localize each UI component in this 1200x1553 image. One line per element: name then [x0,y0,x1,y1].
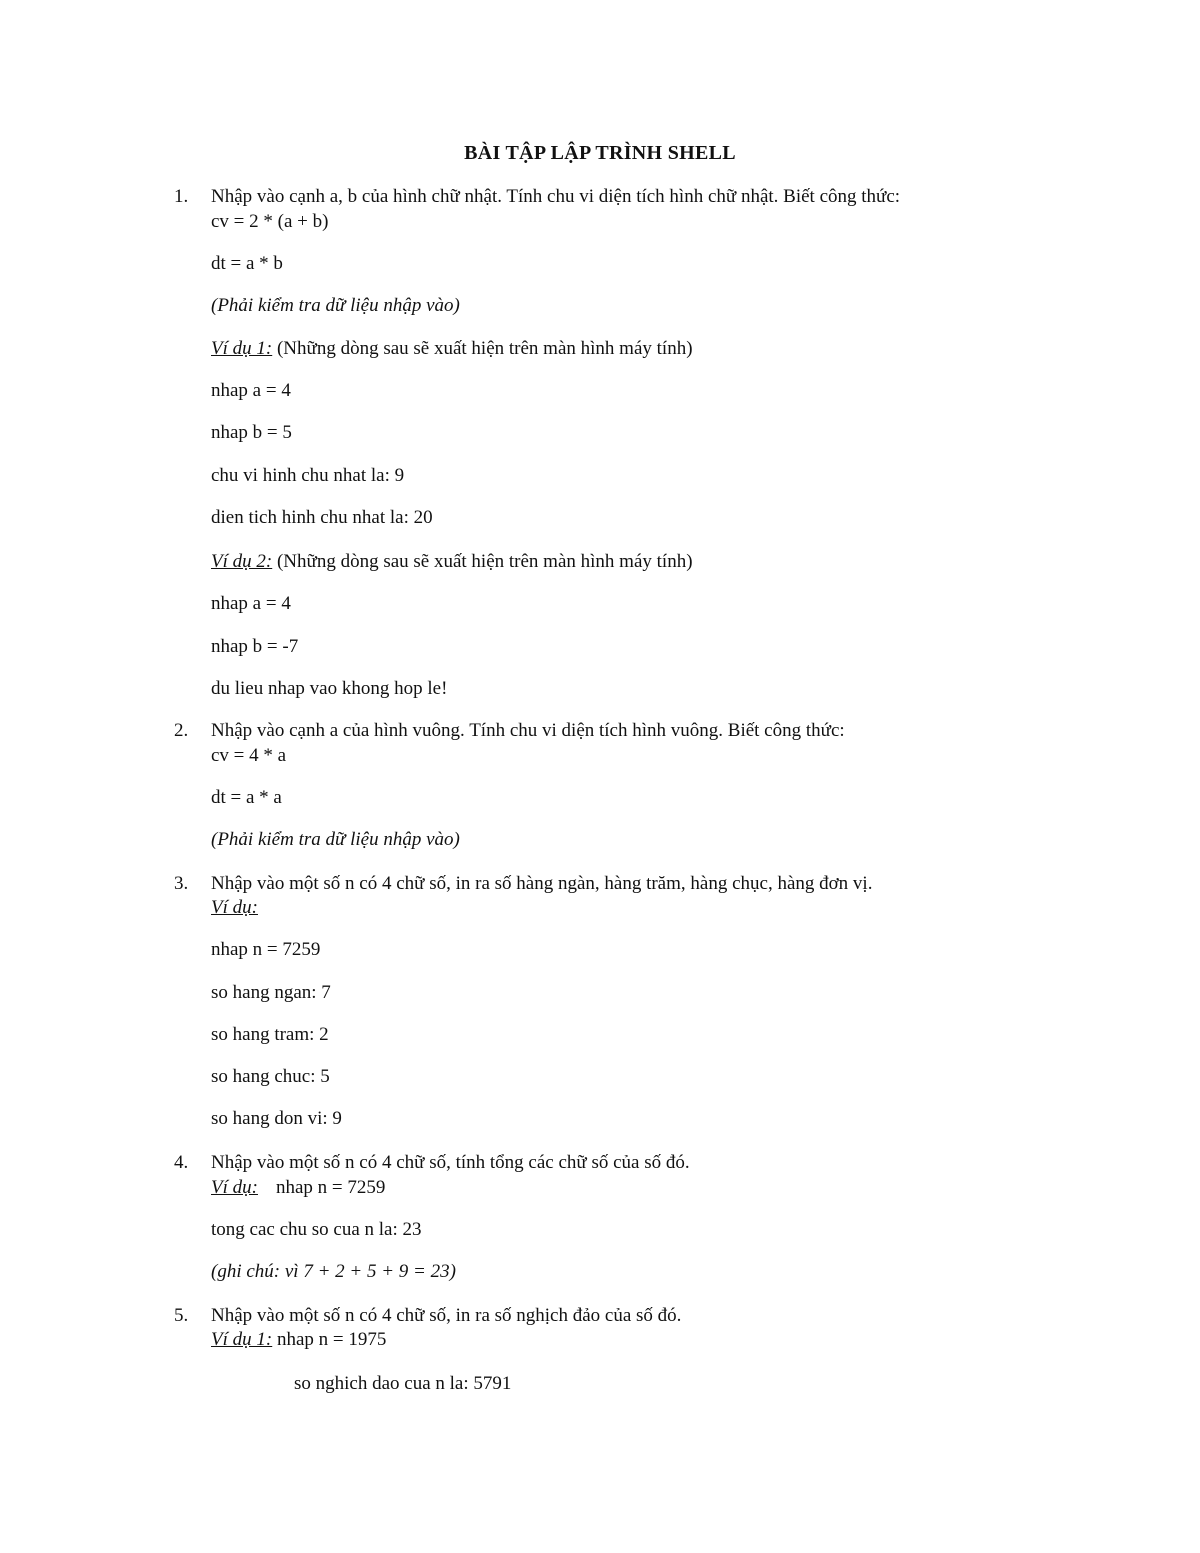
exercise-5-example-header [211,1328,386,1352]
exercise-1-formula-area: dt = a * b [211,253,283,274]
exercise-4-example-label: Ví dụ: [211,1177,258,1198]
exercise-1-prompt: Nhập vào cạnh a, b của hình chữ nhật. Tính chu vi diện tích hình chữ nhật. Biết công thức: [211,186,901,207]
exercise-4-example-inline: nhap n = 7259 [275,1177,386,1198]
exercise-1-example-2-header [211,550,693,574]
exercise-5-example-line: so nghich dao cua n la: 5791 [294,1373,512,1394]
exercise-4-prompt: Nhập vào một số n có 4 chữ số, tính tổng các chữ số của số đó. [211,1152,690,1173]
exercise-5-prompt: Nhập vào một số n có 4 chữ số, in ra số nghịch đảo của số đó. [211,1305,682,1326]
exercise-1-example-1-line: dien tich hinh chu nhat la: 20 [211,507,433,528]
exercise-2-formula-area: dt = a * a [211,787,282,808]
exercise-1-example-1-line: chu vi hinh chu nhat la: 9 [211,465,405,486]
exercise-1-formula-perimeter: cv = 2 * (a + b) [211,211,329,232]
exercise-1-note: (Phải kiểm tra dữ liệu nhập vào) [211,295,460,316]
exercise-4-example-line: tong cac chu so cua n la: 23 [211,1219,422,1240]
exercise-1-example-1-desc: (Những dòng sau sẽ xuất hiện trên màn hình máy tính) [272,338,693,359]
exercise-3-example-line: so hang ngan: 7 [211,982,331,1003]
exercise-4-number: 4. [174,1152,189,1173]
exercise-3-example-header [211,896,258,920]
exercise-1-example-1-header [211,337,693,361]
exercise-3-prompt: Nhập vào một số n có 4 chữ số, in ra số hàng ngàn, hàng trăm, hàng chục, hàng đơn vị. [211,873,873,894]
exercise-1-example-2-line: nhap a = 4 [211,593,291,614]
exercise-2-formula-perimeter: cv = 4 * a [211,745,287,766]
exercise-1-example-1-line: nhap a = 4 [211,380,291,401]
exercise-3-example-line: nhap n = 7259 [211,939,321,960]
exercise-2-number: 2. [174,720,189,741]
exercise-4-note: (ghi chú: vì 7 + 2 + 5 + 9 = 23) [211,1261,456,1282]
exercise-1-example-2-line: du lieu nhap vao khong hop le! [211,678,448,699]
exercise-2-prompt: Nhập vào cạnh a của hình vuông. Tính chu vi diện tích hình vuông. Biết công thức: [211,720,845,741]
exercise-5-example-label: Ví dụ 1: [211,1329,273,1350]
exercise-3-example-label: Ví dụ: [211,897,258,918]
exercise-4-example-header [211,1176,385,1200]
exercise-1-example-2-line: nhap b = -7 [211,636,299,657]
exercise-1-example-1-label: Ví dụ 1: [211,338,273,359]
exercise-3-example-line: so hang chuc: 5 [211,1066,330,1087]
exercise-2-note: (Phải kiểm tra dữ liệu nhập vào) [211,829,460,850]
exercise-5-example-inline: nhap n = 1975 [272,1329,387,1350]
exercise-1-example-2-label: Ví dụ 2: [211,551,273,572]
exercise-5-number: 5. [174,1305,189,1326]
document-title: BÀI TẬP LẬP TRÌNH SHELL [464,142,736,164]
exercise-1-number: 1. [174,186,189,207]
exercise-3-example-line: so hang don vi: 9 [211,1108,342,1129]
exercise-3-example-line: so hang tram: 2 [211,1024,329,1045]
exercise-1-example-1-line: nhap b = 5 [211,422,292,443]
exercise-3-number: 3. [174,873,189,894]
exercise-1-example-2-desc: (Những dòng sau sẽ xuất hiện trên màn hình máy tính) [272,551,693,572]
